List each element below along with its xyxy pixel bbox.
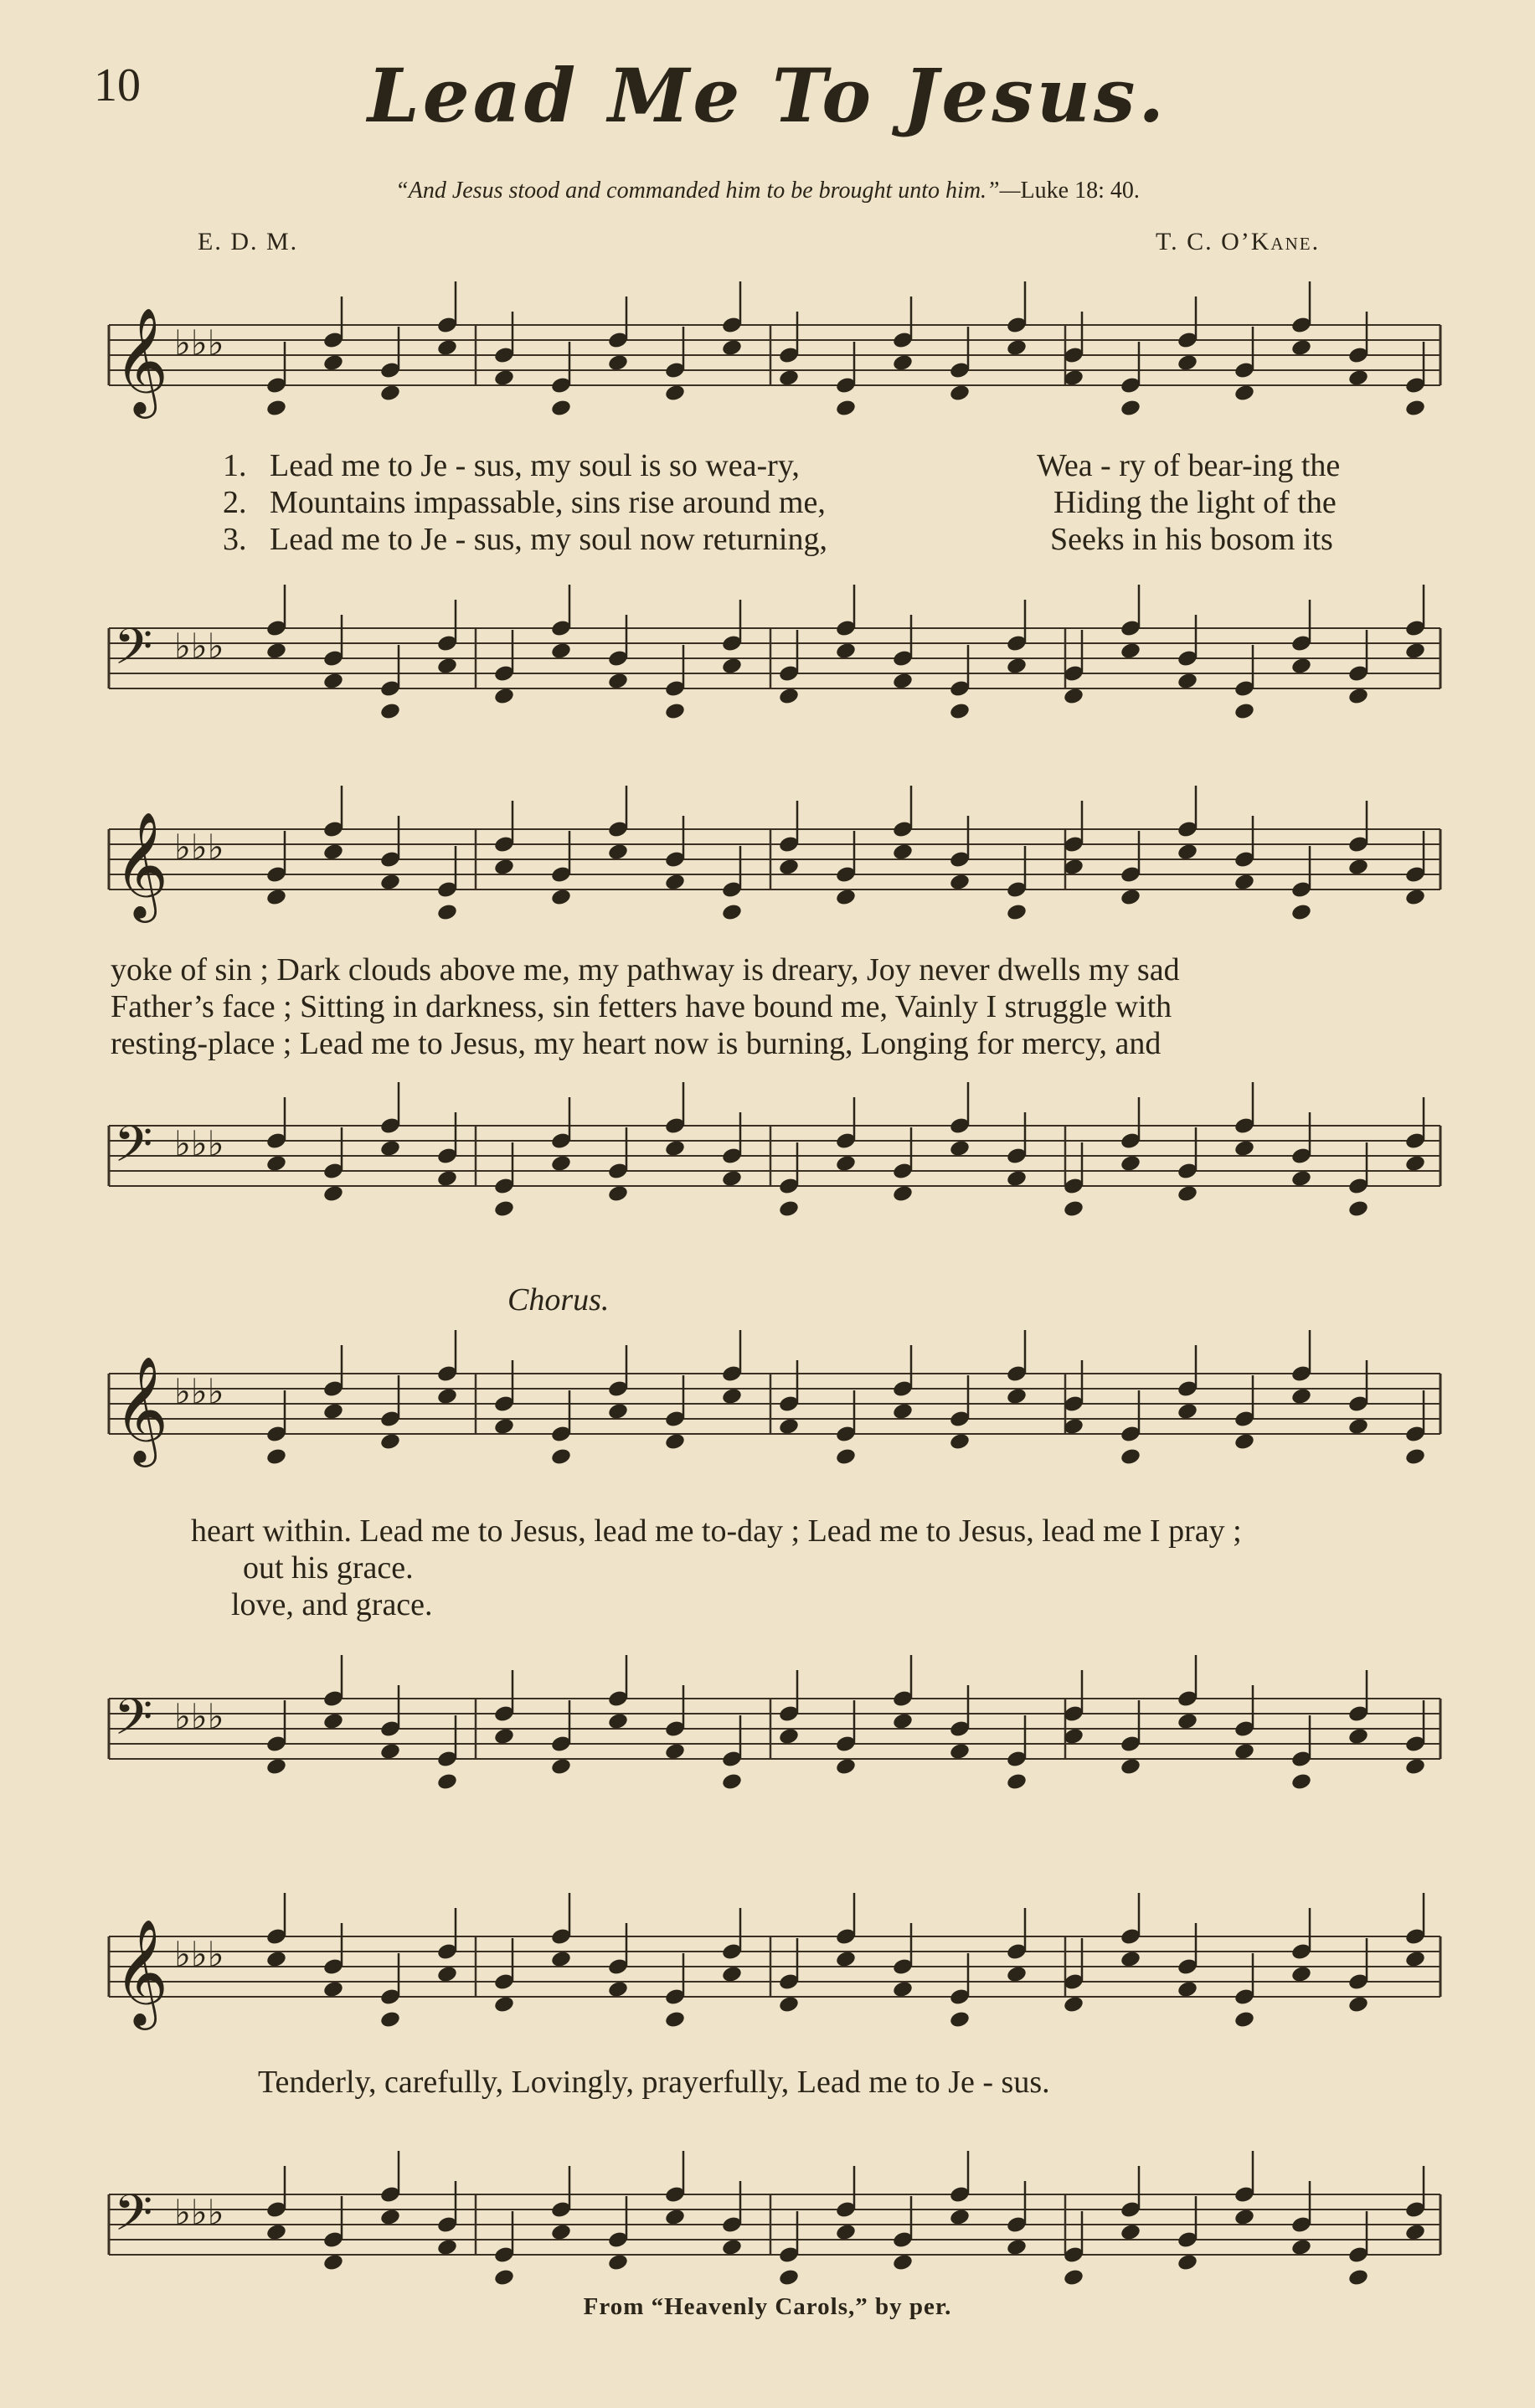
note-head <box>322 1980 344 1999</box>
note-head <box>835 2223 857 2242</box>
note-head <box>664 2010 686 2029</box>
note-head <box>835 1154 857 1173</box>
note-head <box>1290 338 1312 358</box>
note-head <box>550 1154 572 1173</box>
verse-2-line: out his grace. <box>243 1550 414 1586</box>
note-head <box>493 1199 515 1219</box>
note-head <box>1347 1995 1369 2014</box>
key-signature-icon: ♭♭♭ <box>174 1371 224 1412</box>
note-head <box>835 1757 857 1776</box>
note-head <box>265 2223 287 2242</box>
note-head <box>1006 1772 1028 1792</box>
note-head <box>1063 687 1084 706</box>
note-head <box>949 2010 971 2029</box>
note-head <box>1006 1169 1028 1189</box>
note-head <box>1404 642 1426 661</box>
system-1-bass-staff <box>100 610 1457 735</box>
verse-1-line: yoke of sin ; Dark clouds above me, my pathway is dreary, Joy never dwells my sad <box>111 952 1180 987</box>
note-head <box>1290 2238 1312 2257</box>
note-head <box>1120 1447 1141 1467</box>
note-head <box>778 369 800 388</box>
note-head <box>493 1727 515 1746</box>
note-head <box>322 1712 344 1731</box>
note-head <box>1234 384 1255 403</box>
note-head <box>1290 1965 1312 1984</box>
note-head <box>835 1447 857 1467</box>
note-head <box>1290 1169 1312 1189</box>
epigraph-reference: Luke 18: 40. <box>1020 178 1140 204</box>
note-head <box>322 1402 344 1421</box>
note-head <box>1234 702 1255 721</box>
note-head <box>1120 888 1141 907</box>
note-head <box>1404 1154 1426 1173</box>
note-head <box>892 672 914 691</box>
verse-1-line <box>223 447 800 484</box>
bass-clef-icon: 𝄢 <box>114 1688 153 1758</box>
note-head <box>1234 873 1255 892</box>
note-head <box>493 1995 515 2014</box>
lyricist-credit: E. D. M. <box>198 228 299 255</box>
note-head <box>1404 1447 1426 1467</box>
note-head <box>721 1387 743 1406</box>
note-head <box>1120 2223 1141 2242</box>
note-head <box>892 1712 914 1731</box>
verse-3-line: love, and grace. <box>231 1587 433 1622</box>
note-head <box>550 399 572 418</box>
note-head <box>664 702 686 721</box>
note-head <box>778 1199 800 1219</box>
note-head <box>1347 369 1369 388</box>
system-3-bass-staff <box>100 1680 1457 1806</box>
verse-number: 2. <box>223 485 247 520</box>
note-head <box>1120 642 1141 661</box>
verse-2-line-end: Hiding the light of the <box>1053 485 1337 520</box>
note-head <box>1234 2208 1255 2227</box>
note-head <box>436 657 458 676</box>
system-4-bass-staff <box>100 2176 1457 2302</box>
note-head <box>607 843 629 862</box>
note-head <box>1177 353 1198 373</box>
note-head <box>1404 2223 1426 2242</box>
verse-text: Lead me to Je - sus, my soul now returning, <box>270 522 827 557</box>
note-head <box>607 1184 629 1204</box>
system-3-treble-staff <box>100 1355 1457 1481</box>
note-head <box>664 1742 686 1761</box>
note-head <box>436 903 458 922</box>
verse-number: 3. <box>223 522 247 557</box>
note-head <box>1234 1432 1255 1452</box>
note-head <box>1234 1742 1255 1761</box>
note-head <box>949 873 971 892</box>
note-head <box>1234 2010 1255 2029</box>
note-head <box>778 1995 800 2014</box>
note-head <box>1063 2268 1084 2287</box>
note-head <box>778 2268 800 2287</box>
composer-credit: T. C. O’Kane. <box>1156 228 1321 255</box>
note-head <box>835 888 857 907</box>
note-head <box>1290 1387 1312 1406</box>
epigraph <box>0 178 1535 204</box>
note-head <box>265 1154 287 1173</box>
note-head <box>550 1447 572 1467</box>
note-head <box>322 2253 344 2272</box>
note-head <box>1404 1950 1426 1969</box>
note-head <box>379 702 401 721</box>
note-head <box>1177 1980 1198 1999</box>
note-head <box>949 1139 971 1158</box>
note-head <box>664 1432 686 1452</box>
source-credit: From “Heavenly Carols,” by per. <box>583 2293 952 2320</box>
note-head <box>1234 1139 1255 1158</box>
note-head <box>1063 1995 1084 2014</box>
note-head <box>892 1184 914 1204</box>
note-head <box>1006 657 1028 676</box>
bass-clef-icon: 𝄢 <box>114 2184 153 2254</box>
key-signature-icon: ♭♭♭ <box>174 1696 224 1737</box>
verse-2-line: Father’s face ; Sitting in darkness, sin fetters have bound me, Vainly I struggle with <box>111 989 1172 1024</box>
note-head <box>1006 338 1028 358</box>
note-head <box>265 888 287 907</box>
note-head <box>1120 1154 1141 1173</box>
bass-clef-icon: 𝄢 <box>114 1115 153 1185</box>
note-head <box>721 657 743 676</box>
note-head <box>436 1965 458 1984</box>
note-head <box>1120 1757 1141 1776</box>
verse-1-line: heart within. Lead me to Jesus, lead me to-day ; Lead me to Jesus, lead me I pray ; <box>191 1513 1242 1549</box>
note-head <box>493 687 515 706</box>
note-head <box>1347 1727 1369 1746</box>
key-signature-icon: ♭♭♭ <box>174 1934 224 1975</box>
note-head <box>607 1980 629 1999</box>
key-signature-icon: ♭♭♭ <box>174 626 224 667</box>
note-head <box>607 1712 629 1731</box>
note-head <box>721 2238 743 2257</box>
note-head <box>949 1432 971 1452</box>
key-signature-icon: ♭♭♭ <box>174 1123 224 1164</box>
note-head <box>664 1139 686 1158</box>
treble-clef-icon: 𝄞 <box>114 307 169 414</box>
note-head <box>436 1772 458 1792</box>
note-head <box>721 1772 743 1792</box>
note-head <box>721 338 743 358</box>
verse-text: Mountains impassable, sins rise around me, <box>270 485 826 520</box>
note-head <box>778 1417 800 1436</box>
note-head <box>322 672 344 691</box>
note-head <box>892 2253 914 2272</box>
note-head <box>664 384 686 403</box>
note-head <box>1177 1712 1198 1731</box>
note-head <box>1404 888 1426 907</box>
chorus-line: Tenderly, carefully, Lovingly, prayerfully, Lead me to Je - sus. <box>258 2065 1050 2100</box>
bass-clef-icon: 𝄢 <box>114 617 153 688</box>
note-head <box>436 338 458 358</box>
note-head <box>1347 1417 1369 1436</box>
epigraph-quote: “And Jesus stood and commanded him to be brought unto him.”— <box>395 178 1021 204</box>
note-head <box>1006 1965 1028 1984</box>
note-head <box>892 353 914 373</box>
note-head <box>1347 687 1369 706</box>
note-head <box>1290 657 1312 676</box>
note-head <box>265 1757 287 1776</box>
treble-clef-icon: 𝄞 <box>114 1918 169 2025</box>
treble-clef-icon: 𝄞 <box>114 1355 169 1462</box>
note-head <box>1120 399 1141 418</box>
note-head <box>1290 1772 1312 1792</box>
verse-number: 1. <box>223 448 247 483</box>
note-head <box>721 1965 743 1984</box>
note-head <box>835 399 857 418</box>
system-4-treble-staff <box>100 1918 1457 2044</box>
note-head <box>607 2253 629 2272</box>
note-head <box>1347 858 1369 877</box>
note-head <box>436 1169 458 1189</box>
note-head <box>949 2208 971 2227</box>
hymn-title: Lead Me To Jesus. <box>367 52 1168 139</box>
note-head <box>1177 672 1198 691</box>
note-head <box>1404 399 1426 418</box>
note-head <box>1006 903 1028 922</box>
note-head <box>322 843 344 862</box>
note-head <box>550 1950 572 1969</box>
system-2-bass-staff <box>100 1107 1457 1233</box>
note-head <box>265 1447 287 1467</box>
verse-3-line <box>223 521 827 558</box>
note-head <box>493 1417 515 1436</box>
treble-clef-icon: 𝄞 <box>114 811 169 918</box>
page-number: 10 <box>94 59 141 111</box>
note-head <box>379 2208 401 2227</box>
note-head <box>550 642 572 661</box>
verse-3-line: resting-place ; Lead me to Jesus, my heart now is burning, Longing for mercy, and <box>111 1026 1162 1061</box>
verse-text: Lead me to Je - sus, my soul is so wea-ry, <box>270 448 800 483</box>
note-head <box>721 903 743 922</box>
note-head <box>664 873 686 892</box>
note-head <box>550 888 572 907</box>
note-head <box>1006 2238 1028 2257</box>
note-head <box>607 672 629 691</box>
note-head <box>265 1950 287 1969</box>
system-2-treble-staff <box>100 811 1457 936</box>
note-head <box>1347 1199 1369 1219</box>
note-head <box>1120 1950 1141 1969</box>
system-1-treble-staff <box>100 307 1457 424</box>
verse-3-line-end: Seeks in his bosom its <box>1050 522 1333 557</box>
note-head <box>265 642 287 661</box>
key-signature-icon: ♭♭♭ <box>174 827 224 868</box>
note-head <box>778 687 800 706</box>
note-head <box>1177 843 1198 862</box>
note-head <box>892 843 914 862</box>
note-head <box>778 1727 800 1746</box>
note-head <box>436 2238 458 2257</box>
note-head <box>379 1139 401 1158</box>
note-head <box>664 2208 686 2227</box>
note-head <box>322 1184 344 1204</box>
note-head <box>835 642 857 661</box>
note-head <box>835 1950 857 1969</box>
note-head <box>778 858 800 877</box>
note-head <box>436 1387 458 1406</box>
note-head <box>721 1169 743 1189</box>
note-head <box>550 1757 572 1776</box>
note-head <box>949 384 971 403</box>
note-head <box>379 873 401 892</box>
note-head <box>1290 903 1312 922</box>
note-head <box>550 2223 572 2242</box>
note-head <box>322 353 344 373</box>
note-head <box>379 2010 401 2029</box>
note-head <box>493 369 515 388</box>
note-head <box>892 1402 914 1421</box>
note-head <box>607 1402 629 1421</box>
verse-2-line <box>223 484 826 521</box>
note-head <box>379 1742 401 1761</box>
verse-1-line-end: Wea - ry of bear-ing the <box>1037 448 1341 483</box>
note-head <box>1063 1199 1084 1219</box>
note-head <box>1404 1757 1426 1776</box>
note-head <box>265 399 287 418</box>
note-head <box>1347 2268 1369 2287</box>
key-signature-icon: ♭♭♭ <box>174 2192 224 2233</box>
note-head <box>1006 1387 1028 1406</box>
note-head <box>949 702 971 721</box>
note-head <box>1177 2253 1198 2272</box>
note-head <box>379 1432 401 1452</box>
chorus-label: Chorus. <box>507 1282 610 1317</box>
note-head <box>607 353 629 373</box>
note-head <box>493 2268 515 2287</box>
note-head <box>892 1980 914 1999</box>
note-head <box>379 384 401 403</box>
note-head <box>1177 1402 1198 1421</box>
note-head <box>493 858 515 877</box>
key-signature-icon: ♭♭♭ <box>174 322 224 364</box>
note-head <box>949 1742 971 1761</box>
note-head <box>1177 1184 1198 1204</box>
